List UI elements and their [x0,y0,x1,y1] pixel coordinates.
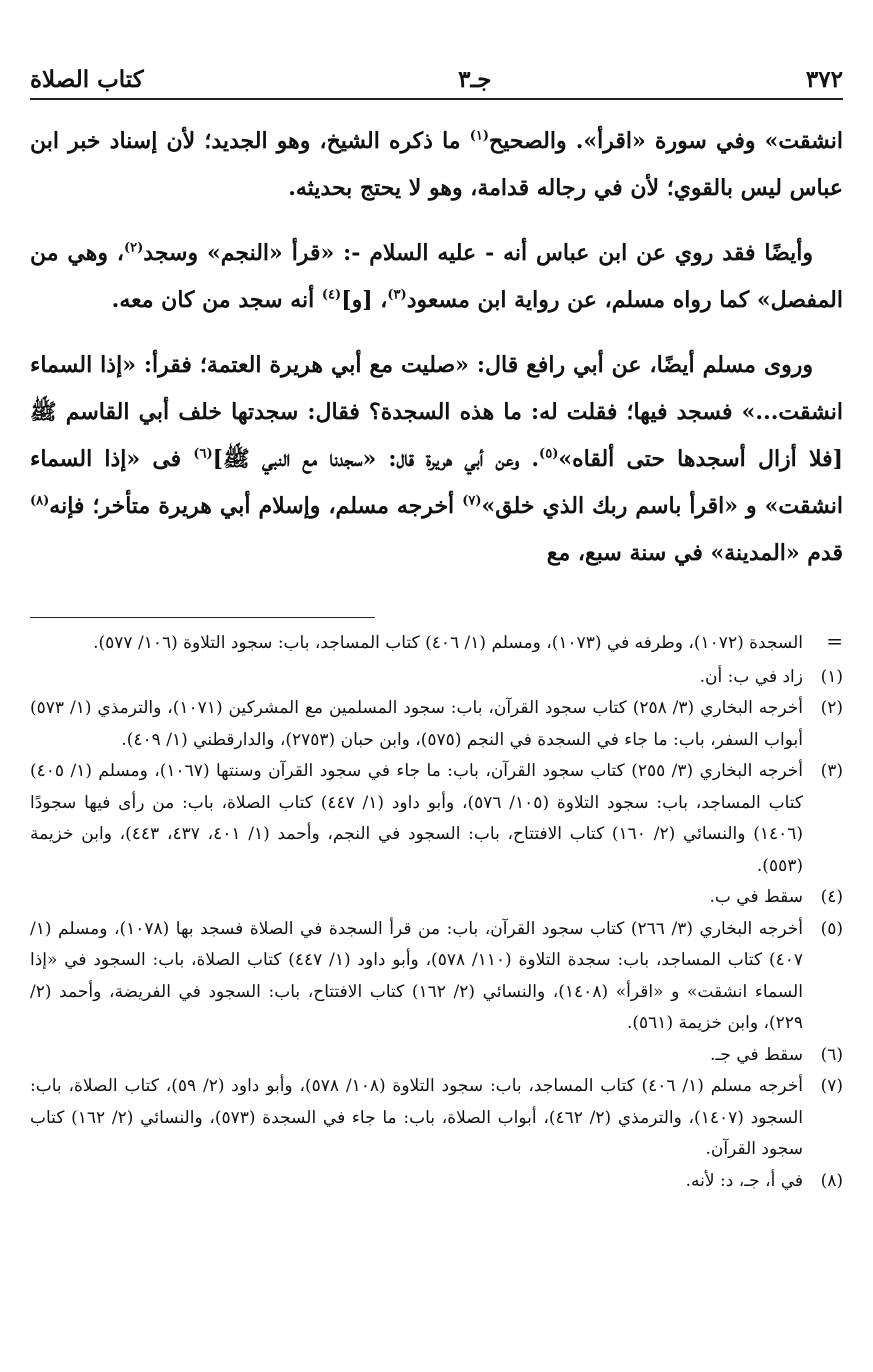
paragraph-1 [30,118,843,212]
footnote-text: زاد في ب: أن. [699,666,803,687]
footnote-number: (٤) [820,887,843,907]
text-run: أنه سجد من كان معه. [111,287,322,313]
footnote-item [30,756,843,882]
text-run: وأيضًا فقد روي عن ابن عباس أنه - عليه السلام -: «قرأ «النجم» وسجد [143,240,814,266]
paragraph-2 [30,230,843,324]
footnote-item [30,914,843,1040]
footnote-ref-5: (٥) [539,446,559,462]
text-run: . وعن أبي هريرة قال: «سجدنا مع النبي ﷺ] [212,446,540,472]
footnote-text: سقط في جـ. [710,1044,803,1065]
footnote-ref-6: (٦) [193,446,213,462]
footnote-number: (٦) [820,1044,843,1065]
page-number: ٣٧٢ [805,65,843,93]
text-run: ، [و] [341,287,388,313]
volume-label: جـ٣ [458,65,492,93]
text-run: ما ذكره الشيخ، وهو الجديد؛ لأن إسناد خبر ابن عباس ليس بالقوي؛ لأن في رجاله قدامة، وهو لا يحتج بحديثه. [30,128,843,201]
footnote-item [30,1040,843,1072]
footnote-number: (٣) [820,761,843,781]
text-run: ، وهي من المفصل» كما رواه مسلم، عن رواية ابن مسعود [30,240,843,313]
paragraph-3 [30,342,843,577]
footnote-ref-3: (٣) [387,287,407,303]
footnote-ref-8: (٨) [30,493,50,509]
footnote-text: السجدة (١٠٧٢)، وطرفه في (١٠٧٣)، ومسلم (١/ ٤٠٦) كتاب المساجد، باب: سجود التلاوة (١٠٦/ ٥٧٧). [93,633,803,653]
footnote-number: (٨) [820,1170,843,1191]
text-run: وروى مسلم أيضًا، عن أبي رافع قال: «صليت مع أبي هريرة العتمة؛ فقرأ: «إذا السماء انشقت...» فسجد فيها؛ فقلت له: ما هذه السجدة؟ فقال: سجدتها خلف أبي القاسم ﷺ [فلا أزال أسجدها حتى ألقاه» [30,352,844,472]
footnote-text: في أ، جـ، د: لأنه. [685,1170,803,1191]
footnote-text: أخرجه البخاري (٣/ ٢٥٨) كتاب سجود القرآن، باب: سجود المسلمين مع المشركين (١٠٧١)، والترمذي (١/ ٥٧٣) أبواب السفر، باب: ما جاء في السجدة في النجم (٥٧٥)، وابن حبان (٢٧٥٣)، والدارقطني (١/ ٤٠٩). [30,698,803,750]
continuation-mark: = [826,629,843,653]
footnote-separator [30,617,375,618]
footnote-number: (٧) [820,1076,843,1096]
text-run: أخرجه مسلم، وإسلام أبي هريرة متأخر؛ فإنه [49,493,463,519]
footnote-number: (١) [820,666,843,687]
footnote-number: (٥) [820,918,843,939]
running-header [30,60,843,100]
footnote-text: سقط في ب. [709,887,803,907]
footnote-item [30,662,843,694]
footnote-number: (٢) [820,698,843,718]
text-run: فى «إذا السماء انشقت» و «اقرأ باسم ربك الذي خلق» [30,446,843,519]
footnote-ref-7: (٧) [462,493,482,509]
footnote-ref-1: (١) [469,128,490,144]
footnote-text: أخرجه مسلم (١/ ٤٠٦) كتاب المساجد، باب: سجود التلاوة (١٠٨/ ٥٧٨)، وأبو داود (٢/ ٥٩)، كتاب الصلاة، باب: السجود (١٤٠٧)، والترمذي (٢/ ٤٦٢)، أبواب الصلاة، باب: ما جاء في السجدة (٥٧٣)، والنسائي (٢/ ١٦٢) كتاب سجود القرآن. [30,1076,803,1159]
footnote-ref-2: (٢) [124,240,144,256]
main-text [30,118,843,577]
text-run: قدم «المدينة» في سنة سبع، مع [546,540,843,566]
footnote-text: أخرجه البخاري (٣/ ٢٥٥) كتاب سجود القرآن، باب: ما جاء في سجود القرآن وسنتها (١٠٦٧)، ومسلم (١/ ٤٠٥) كتاب المساجد، باب: سجود التلاوة (١٠٥/ ٥٧٦)، وأبو داود (١/ ٤٤٧) كتاب الصلاة، باب: من رأى فيها سجودًا (١٤٠٦) والنسائي (٢/ ١٦٠) كتاب الافتتاح، باب: السجود في النجم، وأحمد (١/ ٤٠١، ٤٣٧، ٤٤٣)، وابن خزيمة (٥٥٣). [30,761,803,876]
footnote-ref-4: (٤) [321,287,342,303]
footnote-item [30,693,843,756]
footnotes [30,628,843,1197]
text-run: انشقت» وفي سورة «اقرأ». والصحيح [489,128,843,154]
footnote-item [30,1166,843,1198]
footnote-continuation [30,628,843,660]
footnote-item [30,882,843,914]
footnote-text: أخرجه البخاري (٣/ ٢٦٦) كتاب سجود القرآن، باب: من قرأ السجدة في الصلاة فسجد بها (١٠٧٨)، ومسلم (١/ ٤٠٧) كتاب المساجد، باب: سجدة التلاوة (١١٠/ ٥٧٨)، وأبو داود (١/ ٤٤٧) كتاب الصلاة، باب: السجود في «إذا السماء انشقت» و «اقرأ» (١٤٠٨)، والنسائي (٢/ ١٦٢) كتاب الافتتاح، باب: السجود في الفريضة، وأحمد (٢/ ٢٢٩)، وابن خزيمة (٥٦١). [30,918,803,1033]
chapter-title: كتاب الصلاة [30,65,144,93]
footnote-item [30,1071,843,1166]
